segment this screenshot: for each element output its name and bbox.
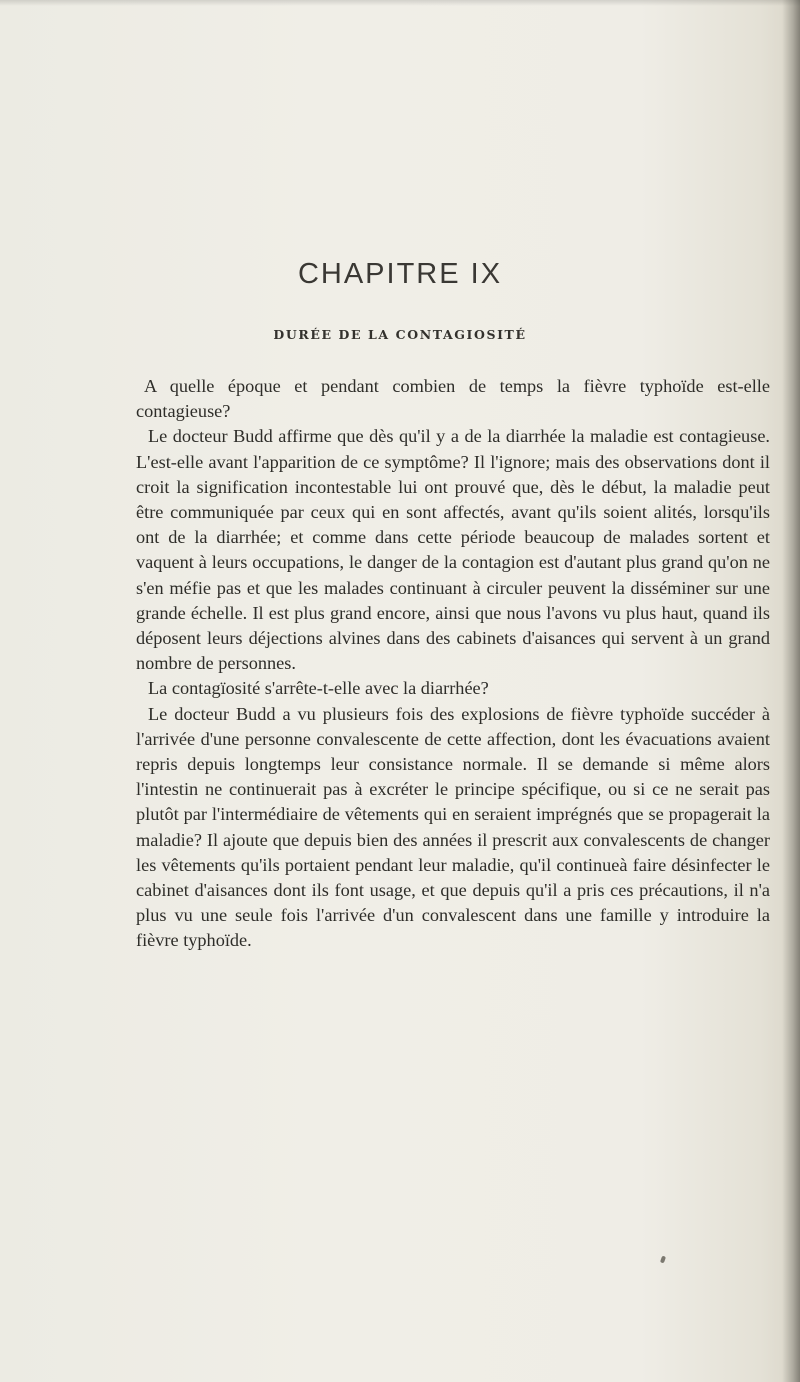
paragraph-4: Le docteur Budd a vu plusieurs fois des explosions de fièvre typhoïde succéder à l'arrivée d'une personne convalescente de cette affection, dont les évacuations avaient repris depuis longtemps leur consistance normale. Il se demande si même alors l'intestin ne continuerait pas à excréter le principe spécifique, ou si ce ne serait pas plutôt par l'intermédiaire de vêtements qui en seraient imprégnés que se propagerait la maladie? Il ajoute que depuis bien des années il prescrit aux convalescents de changer les vêtements qu'ils portaient pendant leur maladie, qu'il continueà faire désinfecter le cabinet d'aisances dont ils font usage, et que depuis qu'il a pris ces précautions, il n'a plus vu une seule fois l'arrivée d'un convalescent dans une famille y introduire la fièvre typhoïde. [136, 703, 770, 951]
paragraph-2: Le docteur Budd affirme que dès qu'il y a de la diarrhée la maladie est contagieuse. L'est-elle avant l'apparition de ce symptôme? Il l'ignore; mais des observations dont il croit la signification incontestable lui ont prouvé que, dès le début, la maladie peut être communiquée par ceux qui en sont affectés, avant qu'ils soient alités, lorsqu'ils ont de la diarrhée; et comme dans cette période beaucoup de malades sortent et vaquent à leurs occupations, le danger de la contagion est d'autant plus grand qu'on ne s'en méfie pas et que les malades continuant à circuler peuvent la disséminer sur une grande échelle. Il est plus grand encore, ainsi que nous l'avons vu plus haut, quand ils déposent leurs déjections alvines dans des cabinets d'aisances qui servent à un grand nombre de personnes. [136, 426, 770, 674]
page-top-shadow [0, 0, 800, 6]
body-text [136, 374, 770, 954]
page-binding-edge [782, 0, 800, 1382]
paragraph-1: A quelle époque et pendant combien de temps la fièvre typhoïde est-elle contagieuse? [136, 376, 770, 422]
paragraph-3: La contagïosité s'arrête-t-elle avec la diarrhée? [148, 678, 489, 699]
ink-speck [660, 1256, 666, 1264]
chapter-subtitle: DURÉE DE LA CONTAGIOSITÉ [273, 327, 527, 342]
chapter-heading: CHAPITRE IX [297, 258, 503, 290]
